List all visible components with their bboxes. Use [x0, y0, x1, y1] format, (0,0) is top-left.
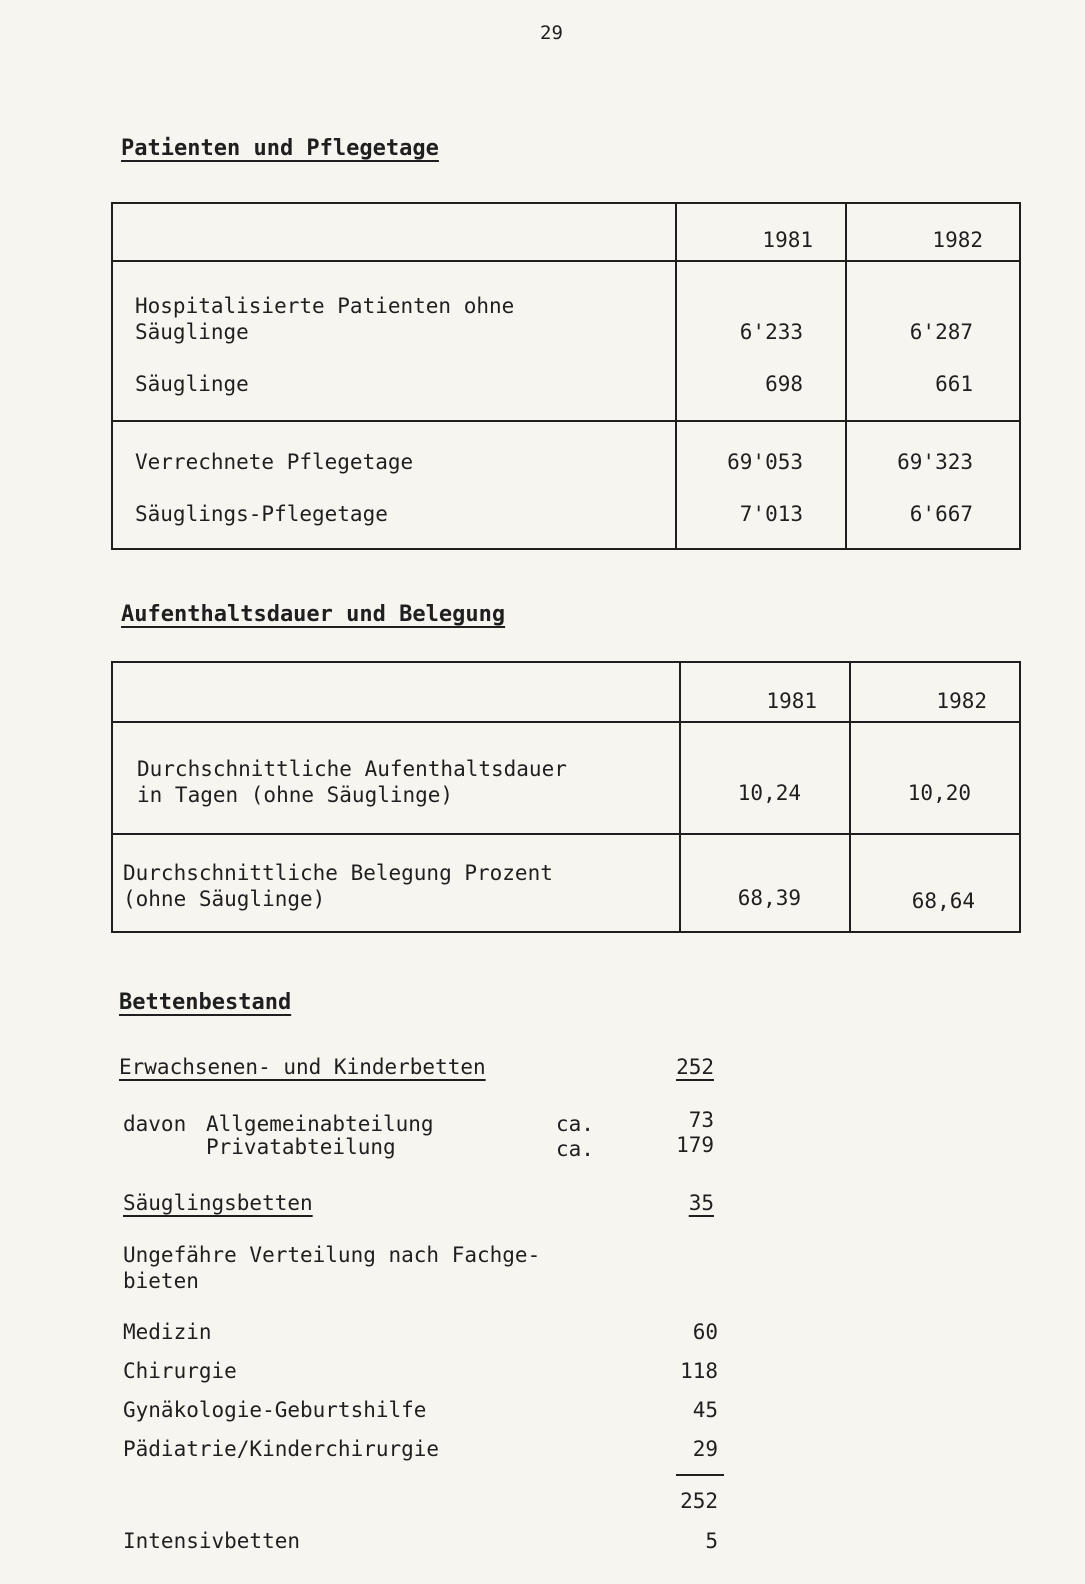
adult-beds-label: Erwachsenen- und Kinderbetten — [119, 1055, 486, 1079]
page-number: 29 — [540, 22, 563, 44]
cell-value: 6'287 — [909, 320, 973, 344]
row-label: Durchschnittliche Belegung Prozent — [123, 861, 553, 885]
distribution-value: 60 — [692, 1320, 718, 1344]
approx-marker: ca. — [556, 1137, 594, 1161]
adult-beds-value: 252 — [676, 1055, 714, 1079]
approx-marker: ca. — [556, 1112, 594, 1136]
cell-value: 10,20 — [907, 781, 971, 805]
cell-value: 698 — [765, 372, 803, 396]
distribution-value: 45 — [692, 1398, 718, 1422]
row-label: in Tagen (ohne Säuglinge) — [137, 783, 454, 807]
row-label: Säuglinge — [135, 372, 249, 396]
distribution-value: 118 — [680, 1359, 718, 1383]
intensive-beds-value: 5 — [705, 1529, 718, 1553]
year-header: 1982 — [936, 689, 987, 713]
distribution-label: Pädiatrie/Kinderchirurgie — [123, 1437, 440, 1461]
cell-value: 6'667 — [909, 502, 973, 526]
section-title-beds: Bettenbestand — [119, 990, 292, 1015]
distribution-label: Chirurgie — [123, 1359, 237, 1383]
cell-value: 69'323 — [897, 450, 973, 474]
stay-table — [111, 661, 1021, 933]
row-label: Säuglings-Pflegetage — [135, 502, 388, 526]
patients-table — [111, 202, 1021, 550]
row-label: Verrechnete Pflegetage — [135, 450, 414, 474]
distribution-title: bieten — [123, 1269, 199, 1293]
cell-value: 661 — [935, 372, 973, 396]
year-header: 1981 — [766, 689, 817, 713]
breakdown-value: 73 — [688, 1108, 714, 1132]
section-title-patients: Patienten und Pflegetage — [121, 136, 439, 161]
row-label: Hospitalisierte Patienten ohne — [135, 294, 515, 318]
cell-value: 68,64 — [911, 889, 975, 913]
distribution-label: Medizin — [123, 1320, 212, 1344]
distribution-title: Ungefähre Verteilung nach Fachge- — [123, 1243, 541, 1267]
breakdown-label: Privatabteilung — [206, 1135, 396, 1159]
cell-value: 10,24 — [737, 781, 801, 805]
infant-beds-label: Säuglingsbetten — [123, 1191, 313, 1215]
cell-value: 6'233 — [739, 320, 803, 344]
cell-value: 7'013 — [739, 502, 803, 526]
breakdown-prefix: davon — [123, 1112, 187, 1136]
distribution-value: 29 — [692, 1437, 718, 1461]
breakdown-value: 179 — [676, 1133, 714, 1157]
section-title-stay: Aufenthaltsdauer und Belegung — [121, 602, 506, 627]
year-header: 1981 — [762, 228, 813, 252]
infant-beds-value: 35 — [688, 1191, 714, 1215]
cell-value: 69'053 — [727, 450, 803, 474]
breakdown-label: Allgemeinabteilung — [206, 1112, 434, 1136]
year-header: 1982 — [932, 228, 983, 252]
distribution-total: 252 — [680, 1489, 718, 1513]
row-label: (ohne Säuglinge) — [123, 887, 326, 911]
cell-value: 68,39 — [737, 886, 801, 910]
row-label: Säuglinge — [135, 320, 249, 344]
distribution-label: Gynäkologie-Geburtshilfe — [123, 1398, 427, 1422]
intensive-beds-label: Intensivbetten — [123, 1529, 301, 1553]
row-label: Durchschnittliche Aufenthaltsdauer — [137, 757, 567, 781]
sum-divider — [676, 1474, 724, 1476]
